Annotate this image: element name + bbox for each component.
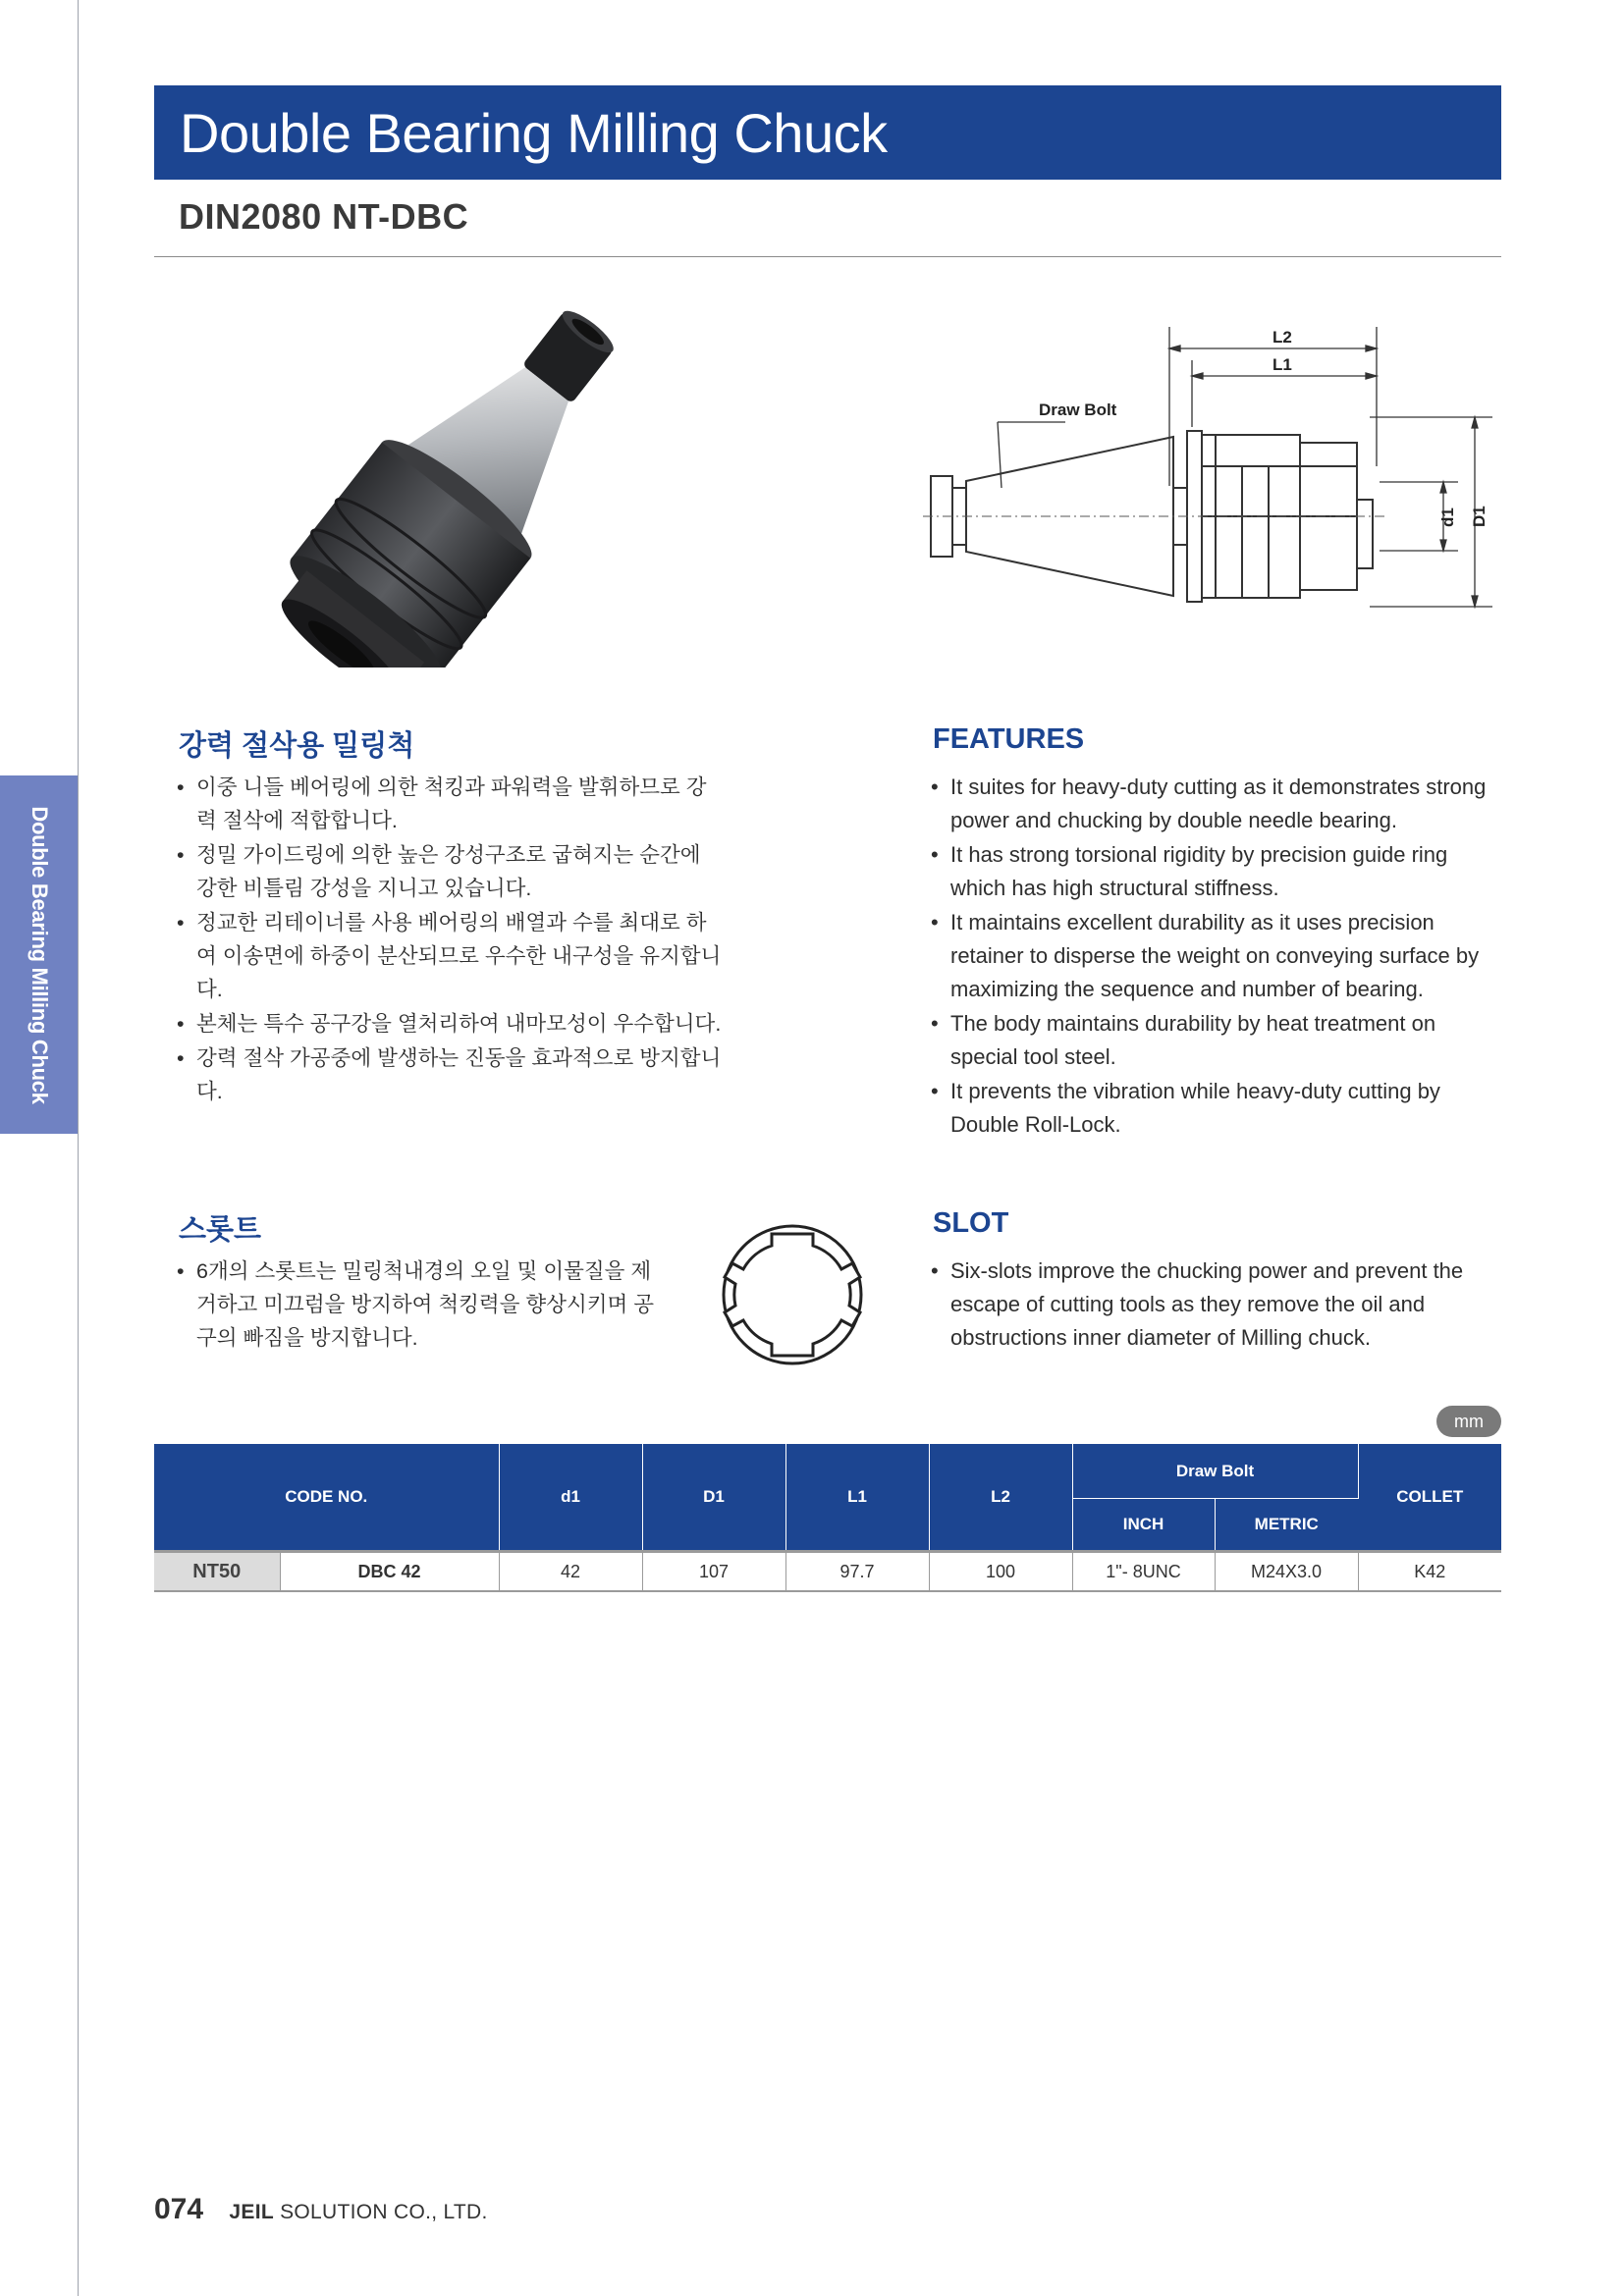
header-metric: METRIC [1215, 1499, 1358, 1552]
list-item: • It maintains excellent durability as it uses precision retainer to disperse the weight on conveying surface by maximizing the sequence and number of bearing. [931, 906, 1490, 1006]
footer [154, 2193, 488, 2226]
label-small-d1: d1 [1438, 507, 1457, 527]
page-title: Double Bearing Milling Chuck [180, 102, 888, 164]
side-tab-label: Double Bearing Milling Chuck [27, 805, 52, 1104]
list-item: • 강력 절삭 가공중에 발생하는 진동을 효과적으로 방지합니다. [177, 1041, 727, 1108]
company-name [229, 2201, 487, 2223]
label-big-d1: D1 [1470, 506, 1489, 527]
product-photo [216, 294, 727, 667]
list-item: • 6개의 스롯트는 밀링척내경의 오일 및 이물질을 제거하고 미끄럼을 방지하여 척킹력을 향상시키며 공구의 빠짐을 방지합니다. [177, 1255, 668, 1355]
header-inch: INCH [1072, 1499, 1215, 1552]
list-item: • 정교한 리테이너를 사용 베어링의 배열과 수를 최대로 하여 이송면에 하중이 분산되므로 우수한 내구성을 유지합니다. [177, 906, 727, 1006]
label-draw-bolt: Draw Bolt [1039, 400, 1117, 419]
cell-D1: 107 [642, 1552, 785, 1592]
label-l1: L1 [1272, 355, 1292, 374]
spec-table [154, 1444, 1501, 1592]
slot-cross-section [715, 1222, 870, 1367]
page-subtitle: DIN2080 NT-DBC [179, 196, 469, 237]
features-en-list [931, 771, 1490, 1143]
cell-code: DBC 42 [280, 1552, 499, 1592]
list-item: • 이중 니들 베어링에 의한 척킹과 파워력을 발휘하므로 강력 절삭에 적합합니다. [177, 771, 727, 837]
table-row [154, 1552, 1501, 1592]
features-en-title: FEATURES [933, 723, 1085, 755]
header-draw-bolt: Draw Bolt [1072, 1444, 1358, 1499]
subtitle-divider [154, 256, 1501, 257]
features-ko-title: 강력 절삭용 밀링척 [179, 730, 415, 762]
list-item: • 정밀 가이드링에 의한 높은 강성구조로 굽혀지는 순간에 강한 비틀림 강성을 지니고 있습니다. [177, 838, 727, 905]
cell-L2: 100 [929, 1552, 1072, 1592]
list-item: • It has strong torsional rigidity by precision guide ring which has high structural stiffness. [931, 838, 1490, 905]
slot-ko-list [177, 1255, 668, 1356]
header-D1: D1 [642, 1444, 785, 1552]
company-rest: SOLUTION CO., LTD. [280, 2201, 488, 2223]
header-collet: COLLET [1358, 1444, 1501, 1552]
cell-collet: K42 [1358, 1552, 1501, 1592]
header-code: CODE NO. [154, 1444, 499, 1552]
unit-badge: mm [1436, 1406, 1501, 1437]
slot-en-title: SLOT [933, 1207, 1009, 1239]
label-l2: L2 [1272, 328, 1292, 347]
header-L1: L1 [785, 1444, 929, 1552]
side-tab [0, 775, 78, 1134]
features-ko-list [177, 771, 727, 1109]
company-brand: JEIL [229, 2201, 274, 2223]
header-L2: L2 [929, 1444, 1072, 1552]
page-number: 074 [154, 2193, 204, 2225]
margin-line [78, 0, 79, 2296]
cell-series: NT50 [154, 1552, 280, 1592]
list-item: • It suites for heavy-duty cutting as it demonstrates strong power and chucking by double needle bearing. [931, 771, 1490, 837]
slot-ko-title: 스롯트 [179, 1214, 262, 1246]
slot-en-list [931, 1255, 1490, 1356]
technical-drawing [923, 319, 1512, 623]
list-item: • Six-slots improve the chucking power and prevent the escape of cutting tools as they remove the oil and obstructions inner diameter of Milling chuck. [931, 1255, 1490, 1355]
cell-L1: 97.7 [785, 1552, 929, 1592]
title-bar [154, 85, 1501, 180]
list-item: • The body maintains durability by heat treatment on special tool steel. [931, 1007, 1490, 1074]
list-item: • It prevents the vibration while heavy-duty cutting by Double Roll-Lock. [931, 1075, 1490, 1142]
cell-inch: 1"- 8UNC [1072, 1552, 1215, 1592]
cell-metric: M24X3.0 [1215, 1552, 1358, 1592]
header-d1: d1 [499, 1444, 642, 1552]
cell-d1: 42 [499, 1552, 642, 1592]
list-item: • 본체는 특수 공구강을 열처리하여 내마모성이 우수합니다. [177, 1007, 727, 1041]
